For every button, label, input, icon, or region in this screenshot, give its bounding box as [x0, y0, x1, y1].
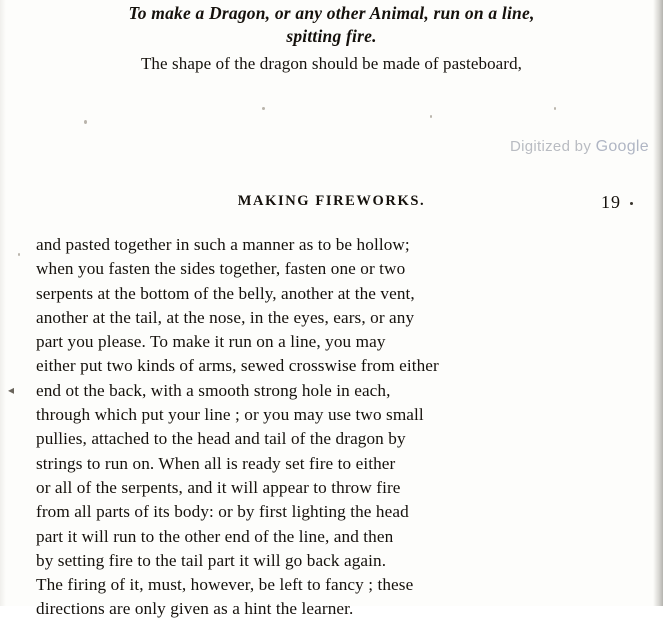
body-line: directions are only given as a hint the learner. [36, 599, 354, 619]
body-line: another at the tail, at the nose, in the eyes, ears, or any [36, 307, 415, 327]
scan-speck [554, 107, 556, 110]
body-line: serpents at the bottom of the belly, another at the vent, [36, 283, 415, 303]
body-line: pullies, attached to the head and tail of the dragon by [36, 429, 406, 449]
watermark-prefix: Digitized by [509, 138, 596, 155]
scan-speck [84, 120, 87, 124]
heading-line-1: To make a Dragon, or any other Animal, run on a line, [128, 3, 535, 23]
scan-speck [18, 253, 20, 256]
heading-subline: The shape of the dragon should be made of pasteboard, [140, 54, 523, 73]
scan-edge-left [0, 0, 6, 606]
heading-line-2: spitting fire. [286, 26, 377, 46]
body-line: part you please. To make it run on a line, you may [36, 332, 386, 352]
running-head: MAKING FIREWORKS. [237, 193, 426, 209]
body-text-block [36, 233, 628, 622]
watermark-brand: Google [595, 138, 649, 155]
page-number: 19 [601, 192, 621, 212]
scan-edge-right [653, 0, 663, 606]
body-line: The firing of it, must, however, be left to fancy ; these [36, 575, 414, 595]
body-line: by setting fire to the tail part it will go back again. [36, 550, 387, 570]
margin-mark: ◂ [8, 383, 15, 397]
scan-speck [262, 107, 265, 110]
body-line: or all of the serpents, and it will appear to throw fire [36, 477, 401, 497]
body-line: part it will run to the other end of the line, and then [36, 526, 394, 546]
body-line: end ot the back, with a smooth strong hole in each, [36, 380, 391, 400]
page-header [0, 2, 663, 75]
body-line: when you fasten the sides together, fasten one or two [36, 259, 406, 279]
body-line: strings to run on. When all is ready set fire to either [36, 453, 396, 473]
body-line: from all parts of its body: or by first lighting the head [36, 502, 409, 522]
digitized-by-google-watermark [510, 138, 649, 156]
body-line: through which put your line ; or you may use two small [36, 405, 424, 425]
scan-speck [630, 202, 633, 205]
body-line: either put two kinds of arms, sewed crosswise from either [36, 356, 439, 376]
body-line: and pasted together in such a manner as to be hollow; [36, 235, 410, 254]
scan-speck [430, 115, 432, 118]
